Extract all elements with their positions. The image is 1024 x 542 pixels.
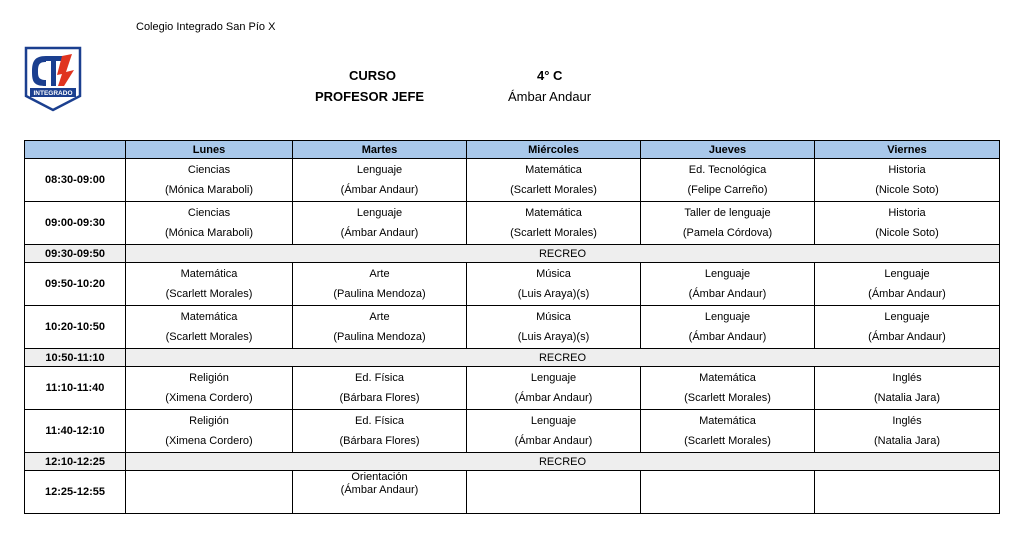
class-cell [126, 410, 293, 453]
time-slot: 10:20-10:50 [25, 306, 126, 349]
subject-name: Orientación [351, 471, 408, 483]
subject-name: Religión [189, 372, 229, 384]
teacher-name: (Scarlett Morales) [165, 288, 253, 300]
class-cell [641, 471, 815, 514]
curso-value: 4° C [537, 68, 563, 83]
subject-name: Lenguaje [704, 311, 751, 323]
class-cell [467, 367, 641, 410]
profesor-label: PROFESOR JEFE [315, 89, 425, 104]
teacher-name: (Paulina Mendoza) [333, 288, 426, 300]
class-row [25, 471, 1000, 514]
subject-name: Ed. Física [355, 415, 404, 427]
class-cell [293, 202, 467, 245]
teacher-name: (Ámbar Andaur) [514, 435, 593, 447]
time-slot: 08:30-09:00 [25, 159, 126, 202]
subject-name: Arte [369, 311, 390, 323]
teacher-name: (Mónica Maraboli) [164, 227, 254, 239]
class-cell [641, 202, 815, 245]
subject-name: Lenguaje [884, 268, 930, 280]
class-cell [126, 367, 293, 410]
day-header: Lunes [126, 141, 293, 159]
day-header: Viernes [815, 141, 1000, 159]
class-cell [467, 202, 641, 245]
class-cell [467, 159, 641, 202]
class-cell [293, 410, 467, 453]
subject-name: Matemática [180, 268, 238, 280]
subject-name: Matemática [525, 164, 582, 176]
class-cell [467, 263, 641, 306]
subject-name: Matemática [699, 372, 756, 384]
teacher-name: (Paulina Mendoza) [333, 331, 426, 343]
class-cell [815, 367, 1000, 410]
subject-name: Música [536, 311, 571, 323]
class-cell [815, 263, 1000, 306]
class-cell [293, 471, 467, 514]
class-cell [641, 263, 815, 306]
time-slot: 12:10-12:25 [25, 453, 126, 471]
day-header: Martes [293, 141, 467, 159]
class-cell [815, 202, 1000, 245]
class-cell [641, 306, 815, 349]
recreo-cell: RECREO [126, 453, 1000, 471]
class-cell [126, 263, 293, 306]
class-cell [815, 306, 1000, 349]
class-cell [126, 202, 293, 245]
class-cell [126, 159, 293, 202]
teacher-name: (Scarlett Morales) [165, 331, 253, 343]
class-cell [467, 471, 641, 514]
teacher-name: (Luis Araya)(s) [517, 331, 590, 343]
teacher-name: (Ximena Cordero) [165, 392, 253, 404]
time-slot: 09:30-09:50 [25, 245, 126, 263]
class-cell [641, 367, 815, 410]
class-cell [126, 306, 293, 349]
subject-name: Lenguaje [530, 415, 577, 427]
recreo-row [25, 245, 1000, 263]
subject-name: Inglés [892, 372, 922, 384]
subject-name: Ed. Tecnológica [688, 164, 767, 176]
teacher-name: (Bárbara Flores) [339, 435, 420, 447]
time-slot: 09:50-10:20 [25, 263, 126, 306]
subject-name: Matemática [180, 311, 238, 323]
recreo-cell: RECREO [126, 245, 1000, 263]
time-slot: 12:25-12:55 [25, 471, 126, 514]
class-row [25, 202, 1000, 245]
teacher-name: (Ámbar Andaur) [340, 227, 419, 239]
class-cell [641, 410, 815, 453]
subject-name: Ed. Física [355, 372, 404, 384]
subject-name: Lenguaje [530, 372, 577, 384]
teacher-name: (Nicole Soto) [875, 184, 939, 196]
school-name: Colegio Integrado San Pío X [136, 21, 276, 33]
teacher-name: (Ámbar Andaur) [514, 392, 593, 404]
teacher-name: (Natalia Jara) [873, 435, 941, 447]
teacher-name: (Natalia Jara) [873, 392, 941, 404]
subject-name: Lenguaje [356, 164, 403, 176]
teacher-name: (Pamela Córdova) [682, 227, 773, 239]
teacher-name: (Ámbar Andaur) [688, 331, 767, 343]
class-cell [815, 471, 1000, 514]
curso-label: CURSO [349, 68, 396, 83]
day-header-row [25, 141, 1000, 159]
class-row [25, 263, 1000, 306]
time-slot: 11:40-12:10 [25, 410, 126, 453]
class-cell [293, 263, 467, 306]
day-header: Jueves [641, 141, 815, 159]
schedule-table [24, 140, 1000, 514]
teacher-name: (Ámbar Andaur) [868, 288, 946, 300]
profesor-value: Ámbar Andaur [508, 89, 592, 104]
teacher-name: (Bárbara Flores) [339, 392, 420, 404]
corner-cell [25, 141, 126, 159]
subject-name: Lenguaje [884, 311, 930, 323]
class-row [25, 367, 1000, 410]
teacher-name: (Scarlett Morales) [510, 184, 597, 196]
class-cell [815, 159, 1000, 202]
subject-name: Taller de lenguaje [684, 207, 771, 219]
subject-name: Ciencias [187, 164, 231, 176]
recreo-row [25, 349, 1000, 367]
subject-name: Ciencias [187, 207, 231, 219]
teacher-name: (Scarlett Morales) [684, 392, 771, 404]
subject-name: Matemática [699, 415, 756, 427]
schedule-body [25, 159, 1000, 514]
subject-name: Lenguaje [704, 268, 751, 280]
teacher-name: (Felipe Carreño) [687, 184, 768, 196]
teacher-name: (Ámbar Andaur) [340, 184, 419, 196]
teacher-name: (Nicole Soto) [875, 227, 939, 239]
teacher-name: (Ámbar Andaur) [340, 484, 419, 496]
class-row [25, 306, 1000, 349]
class-row [25, 159, 1000, 202]
day-header: Miércoles [467, 141, 641, 159]
class-cell [467, 410, 641, 453]
class-cell [293, 159, 467, 202]
subject-name: Historia [888, 207, 926, 219]
teacher-name: (Scarlett Morales) [684, 435, 771, 447]
teacher-name: (Ximena Cordero) [165, 435, 253, 447]
class-row [25, 410, 1000, 453]
class-cell [126, 471, 293, 514]
subject-name: Arte [369, 268, 390, 280]
subject-name: Inglés [892, 415, 922, 427]
class-cell [293, 367, 467, 410]
recreo-cell: RECREO [126, 349, 1000, 367]
teacher-name: (Scarlett Morales) [510, 227, 597, 239]
class-cell [467, 306, 641, 349]
school-logo [24, 46, 82, 112]
logo-text: INTEGRADO [33, 90, 73, 97]
subject-name: Historia [888, 164, 926, 176]
class-cell [815, 410, 1000, 453]
recreo-row [25, 453, 1000, 471]
subject-name: Matemática [525, 207, 582, 219]
subject-name: Religión [189, 415, 229, 427]
time-slot: 09:00-09:30 [25, 202, 126, 245]
class-cell [641, 159, 815, 202]
time-slot: 11:10-11:40 [25, 367, 126, 410]
teacher-name: (Ámbar Andaur) [688, 288, 767, 300]
teacher-name: (Ámbar Andaur) [868, 331, 946, 343]
subject-name: Lenguaje [356, 207, 403, 219]
subject-name: Música [536, 268, 571, 280]
teacher-name: (Mónica Maraboli) [164, 184, 254, 196]
class-cell [293, 306, 467, 349]
teacher-name: (Luis Araya)(s) [517, 288, 590, 300]
time-slot: 10:50-11:10 [25, 349, 126, 367]
